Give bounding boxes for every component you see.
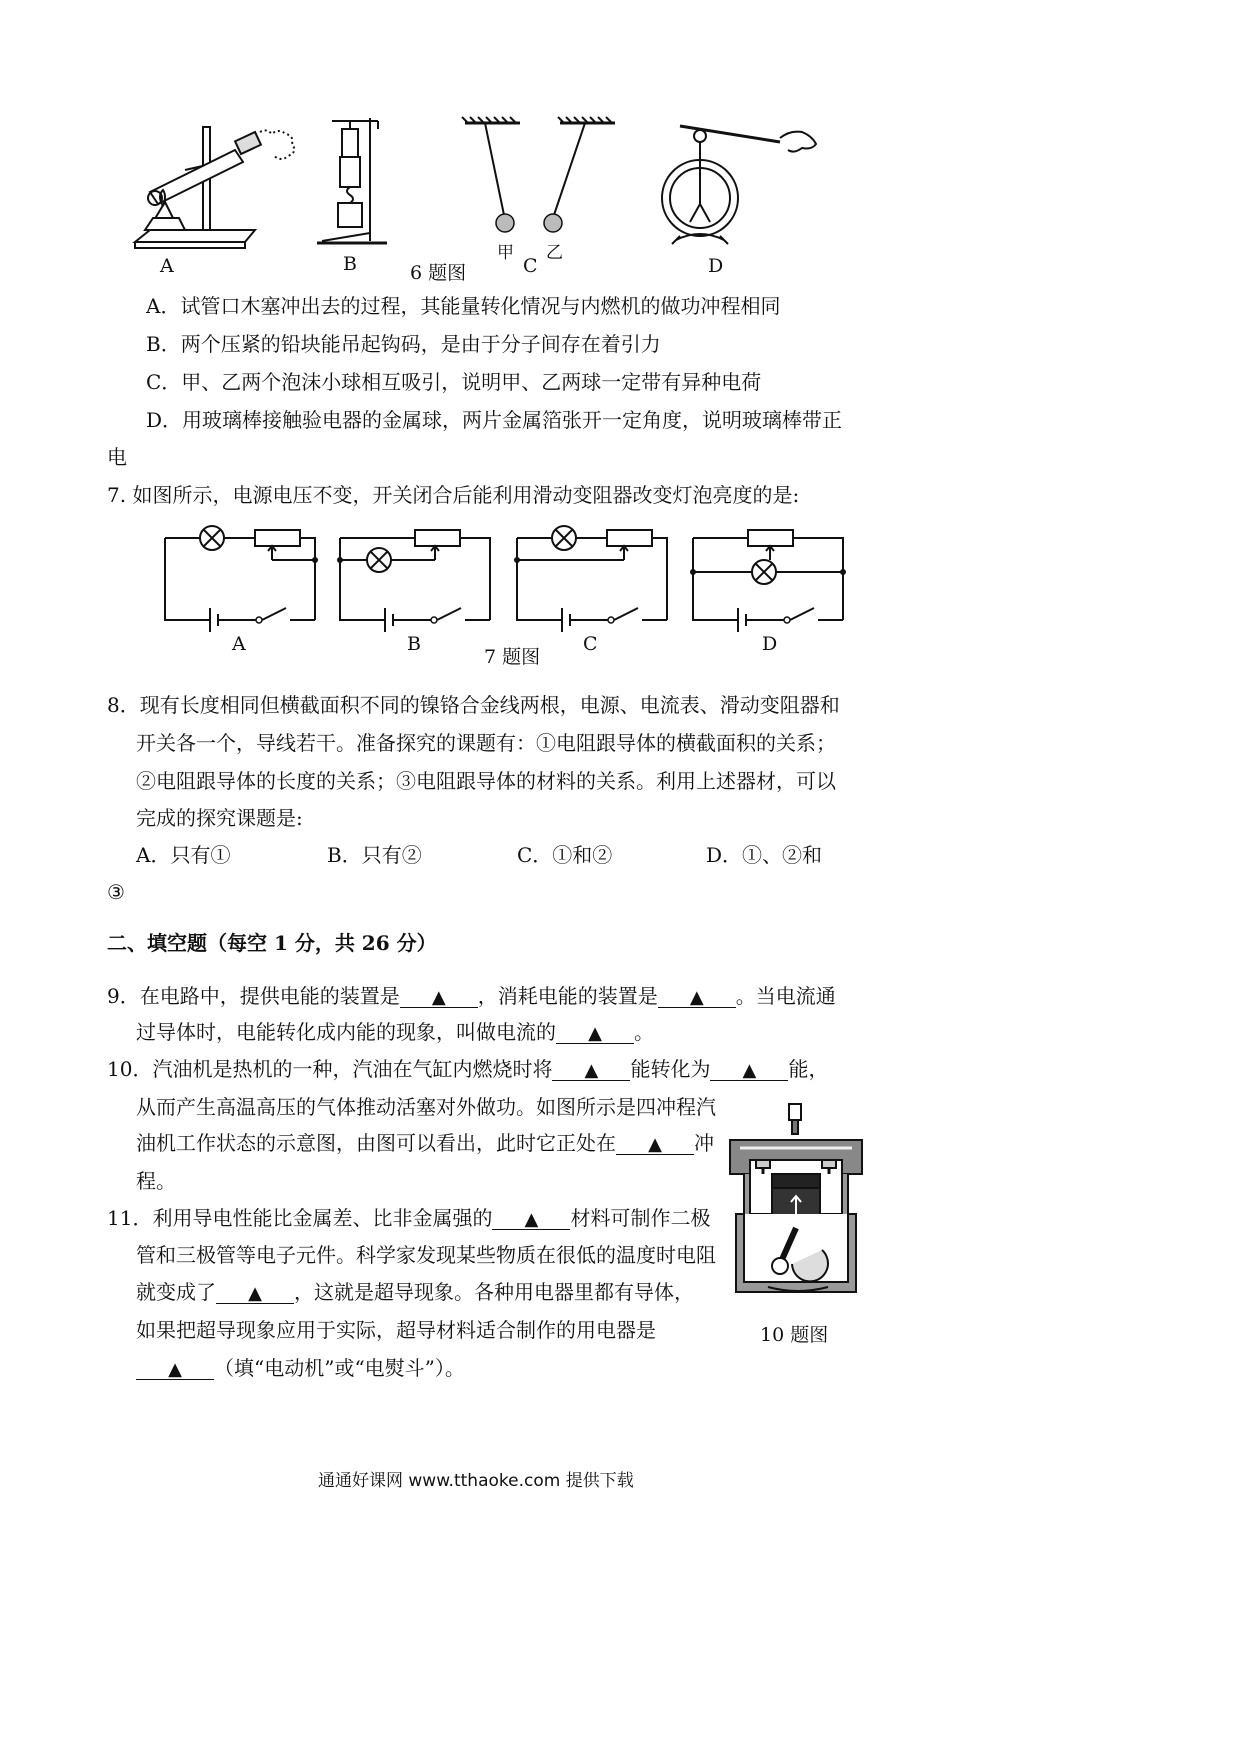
page-footer: 通通好课网 www.tthaoke.com 提供下载 <box>318 1471 634 1491</box>
figure-6c-yi-label: 乙 <box>546 243 563 263</box>
blank-mark: ▲ <box>588 1023 602 1044</box>
figure-6c-jia-label: 甲 <box>497 243 514 263</box>
circuit-b-label: B <box>407 633 421 655</box>
blank-mark: ▲ <box>248 1283 262 1304</box>
q10-text-1: 10．汽油机是热机的一种，汽油在气缸内燃烧时将 <box>107 1057 553 1081</box>
q6-option-c: C．甲、乙两个泡沫小球相互吸引，说明甲、乙两球一定带有异种电荷 <box>146 370 762 394</box>
circuit-c-diagram <box>512 520 677 630</box>
q9-blank-3[interactable] <box>556 1021 634 1044</box>
q8-line-2: 开关各一个，导线若干。准备探究的课题有：①电阻跟导体的横截面积的关系； <box>136 731 836 755</box>
q10-text-2: 能转化为 <box>630 1057 711 1081</box>
figure-6a-label: A <box>160 255 174 277</box>
figure-6b-lead-blocks <box>312 113 392 253</box>
q11-blank-3[interactable] <box>136 1357 214 1380</box>
blank-mark: ▲ <box>689 987 704 1008</box>
q11-text-2: 材料可制作二极 <box>570 1206 711 1230</box>
blank-mark: ▲ <box>648 1134 662 1155</box>
figure-6d-label: D <box>708 255 724 277</box>
q8-option-b: B．只有② <box>327 843 422 867</box>
blank-mark: ▲ <box>168 1359 182 1380</box>
q10-line-2: 从而产生高温高压的气体推动活塞对外做功。如图所示是四冲程汽 <box>136 1095 716 1119</box>
circuit-a-label: A <box>232 633 246 655</box>
q10-text-5: 冲 <box>694 1131 714 1155</box>
q11-text-4: ，这就是超导现象。各种用电器里都有导体， <box>294 1280 694 1304</box>
q8-option-a: A．只有① <box>136 843 231 867</box>
q8-line-1: 8．现有长度相同但横截面积不同的镍铬合金线两根，电源、电流表、滑动变阻器和 <box>107 693 840 717</box>
figure-7-caption: 7 题图 <box>484 646 541 668</box>
figure-6d-electroscope <box>660 112 830 252</box>
q7-stem: 7. 如图所示，电源电压不变，开关闭合后能利用滑动变阻器改变灯泡亮度的是: <box>107 483 800 507</box>
circuit-d-diagram <box>688 520 853 630</box>
q10-text-3: 能， <box>788 1057 829 1081</box>
figure-6c-label: C <box>523 255 538 277</box>
q10-text-4: 油机工作状态的示意图，由图可以看出，此时它正处在 <box>136 1131 616 1155</box>
q8-option-d-continued: ③ <box>107 880 125 904</box>
figure-10-engine-cylinder <box>722 1102 872 1317</box>
blank-mark: ▲ <box>584 1060 599 1081</box>
q9-blank-1[interactable] <box>400 985 478 1008</box>
q11-text-5: （填“电动机”或“电熨斗”）。 <box>214 1356 465 1380</box>
q6-option-b: B．两个压紧的铅块能吊起钩码，是由于分子间存在着引力 <box>146 332 661 356</box>
q9-text-3: 。当电流通 <box>735 984 836 1008</box>
q9-text-4: 过导体时，电能转化成内能的现象，叫做电流的 <box>136 1020 556 1044</box>
figure-6-caption: 6 题图 <box>410 262 467 284</box>
blank-mark: ▲ <box>431 987 446 1008</box>
circuit-a-diagram <box>160 520 325 630</box>
q6-option-a: A．试管口木塞冲出去的过程，其能量转化情况与内燃机的做功冲程相同 <box>146 294 781 318</box>
q11-line-1 <box>107 1206 710 1230</box>
figure-6c-pendulum-balls <box>460 115 640 255</box>
blank-mark: ▲ <box>742 1060 757 1081</box>
q9-text-2: ，消耗电能的装置是 <box>477 984 658 1008</box>
q10-line-3 <box>136 1131 714 1155</box>
figure-6b-label: B <box>343 253 357 275</box>
q9-blank-2[interactable] <box>658 985 736 1008</box>
circuit-b-diagram <box>335 520 500 630</box>
circuit-c-label: C <box>583 633 598 655</box>
q8-line-4: 完成的探究课题是: <box>136 806 303 830</box>
blank-mark: ▲ <box>524 1209 539 1230</box>
q8-option-c: C．①和② <box>517 843 613 867</box>
q11-text-3: 就变成了 <box>136 1280 216 1304</box>
section-2-heading: 二、填空题（每空 1 分，共 26 分） <box>107 931 437 955</box>
q10-line-4: 程。 <box>136 1169 176 1193</box>
q11-blank-1[interactable] <box>492 1207 570 1230</box>
q9-text-5: 。 <box>634 1020 654 1044</box>
q10-line-1 <box>107 1057 828 1081</box>
q11-blank-2[interactable] <box>216 1281 294 1304</box>
q6-option-d: D．用玻璃棒接触验电器的金属球，两片金属箔张开一定角度，说明玻璃棒带正 <box>146 408 843 432</box>
circuit-d-label: D <box>762 633 778 655</box>
q11-line-4: 如果把超导现象应用于实际，超导材料适合制作的用电器是 <box>136 1318 656 1342</box>
q8-option-d: D．①、②和 <box>706 843 823 867</box>
q11-text-1: 11．利用导电性能比金属差、比非金属强的 <box>107 1206 493 1230</box>
q11-line-5 <box>136 1356 465 1380</box>
q9-text-1: 9．在电路中，提供电能的装置是 <box>107 984 400 1008</box>
q6-option-d-continued: 电 <box>107 445 127 469</box>
q9-line-2 <box>136 1020 654 1044</box>
q8-line-3: ②电阻跟导体的长度的关系；③电阻跟导体的材料的关系。利用上述器材，可以 <box>136 769 836 793</box>
q11-line-2: 管和三极管等电子元件。科学家发现某些物质在很低的温度时电阻 <box>136 1243 716 1267</box>
q10-blank-2[interactable] <box>710 1058 788 1081</box>
q11-line-3 <box>136 1280 694 1304</box>
figure-10-caption: 10 题图 <box>760 1324 829 1346</box>
figure-6a-test-tube-apparatus <box>125 122 305 272</box>
q9-line-1 <box>107 984 836 1008</box>
q10-blank-1[interactable] <box>552 1058 630 1081</box>
q10-blank-3[interactable] <box>616 1132 694 1155</box>
